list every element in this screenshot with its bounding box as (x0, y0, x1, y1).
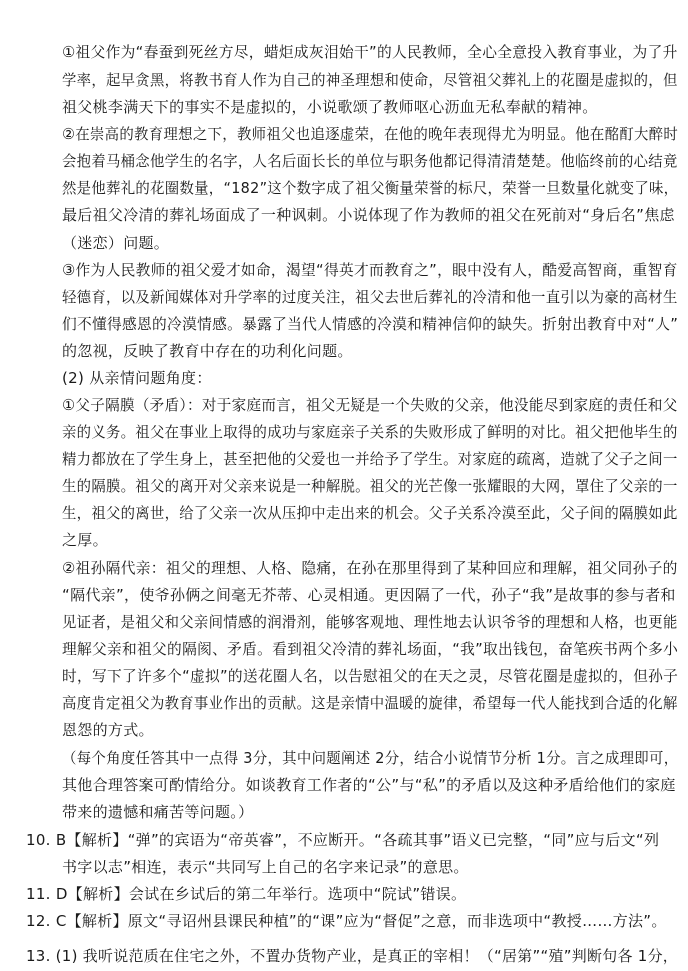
text-line: 带来的遗憾和痛苦等问题。） (62, 803, 254, 821)
text-line: 10. B【解析】“弹”的宾语为“帝英睿”，不应断开。“各疏其事”语义已完整，“同”应与后文“列 (26, 831, 660, 849)
text-line: （每个角度任答其中一点得 3分，其中问题阐述 2分，结合小说情节分析 1分。言之成理即可， (62, 749, 679, 767)
text-line: 轻德育，以及新闻媒体对升学率的过度关注，祖父去世后葬礼的冷清和他一直引以为豪的高材生 (62, 288, 678, 306)
text-line: 会抱着马桶念他学生的名字，人名后面长长的单位与职务他都记得清清楚楚。他临终前的心结竟 (62, 152, 678, 170)
text-line: ③作为人民教师的祖父爱才如命，渴望“得英才而教育之”，眼中没有人，酷爱高智商，重智育 (62, 261, 678, 279)
text-line: 生，祖父的离世，给了父亲一次从压抑中走出来的机会。父子关系冷漠至此，父子间的隔膜如此 (62, 504, 678, 522)
text-line: 见证者，是祖父和父亲间情感的润滑剂，能够客观地、理性地去认识爷爷的理想和人格，也更能 (62, 613, 678, 631)
text-line: ①父子隔膜（矛盾）：对于家庭而言，祖父无疑是一个失败的父亲，他没能尽到家庭的责任和父 (62, 396, 678, 414)
text-line: “隔代亲”，使爷孙俩之间毫无芥蒂、心灵相通。更因隔了一代，孙子“我”是故事的参与者和 (62, 586, 676, 604)
text-line: 然是他葬礼的花圈数量，“182”这个数字成了祖父衡量荣誉的标尺，荣誉一旦数量化就变了味， (62, 179, 679, 197)
text-line: 12. C【解析】原文“寻诏州县课民种植”的“课”应为“督促”之意，而非选项中“教授……方法”。 (26, 912, 667, 930)
text-line: 之厚。 (62, 531, 108, 549)
text-line: 理解父亲和祖父的隔阂、矛盾。看到祖父冷清的葬礼场面，“我”取出钱包，奋笔疾书两个多小 (62, 640, 679, 658)
section-heading: (2) 从亲情问题角度： (62, 369, 212, 387)
text-line: ②在崇高的教育理想之下，教师祖父也追逐虚荣，在他的晚年表现得尤为明显。他在酩酊大醉时 (62, 125, 679, 143)
text-line: 学率，起早贪黑，将教书育人作为自己的神圣理想和使命，尽管祖父葬礼上的花圈是虚拟的，但 (62, 71, 678, 89)
text-line: 11. D【解析】会试在乡试后的第二年举行。选项中“院试”错误。 (26, 885, 467, 903)
text-line: 祖父桃李满天下的事实不是虚拟的，小说歌颂了教师呕心沥血无私奉献的精神。 (62, 98, 598, 116)
text-line: 最后祖父冷清的葬礼场面成了一种讽刺。小说体现了作为教师的祖父在死前对“身后名”焦虑 (62, 206, 675, 224)
text-line: 其他合理答案可酌情给分。如谈教育工作者的“公”与“私”的矛盾以及这种矛盾给他们的家庭 (62, 776, 676, 794)
text-line: 书字以志”相连，表示“共同写上自己的名字来记录”的意思。 (62, 858, 469, 876)
text-line: （迷恋）问题。 (62, 234, 170, 252)
text-line: ②祖孙隔代亲：祖父的理想、人格、隐痛，在孙在那里得到了某种回应和理解，祖父同孙子的 (62, 559, 678, 577)
text-line: 的忽视，反映了教育中存在的功利化问题。 (62, 342, 353, 360)
text-line: 生的隔膜。祖父的离开对父亲来说是一种解脱。祖父的光芒像一张耀眼的大网，罩住了父亲的一 (62, 477, 678, 495)
text-line: ①祖父作为“春蚕到死丝方尽，蜡炬成灰泪始干”的人民教师，全心全意投入教育事业，为了升 (62, 43, 678, 61)
text-line: 13. (1) 我听说范质在住宅之外，不置办货物产业，是真正的宰相！（“居第”“殖”判断句各 1分， (26, 947, 679, 965)
text-line: 高度肯定祖父为教育事业作出的贡献。这是亲情中温暖的旋律，希望每一代人能找到合适的化解 (62, 694, 678, 712)
text-line: 亲的义务。祖父在事业上取得的成功与家庭亲子关系的失败形成了鲜明的对比。祖父把他毕生的 (62, 423, 678, 441)
text-line: 们不懂得感恩的冷漠情感。暴露了当代人情感的冷漠和精神信仰的缺失。折射出教育中对“人” (62, 315, 679, 333)
text-line: 精力都放在了学生身上，甚至把他的父爱也一并给予了学生。对家庭的疏离，造就了父子之间一 (62, 450, 678, 468)
text-line: 时，写下了许多个“虚拟”的送花圈人名，以告慰祖父的在天之灵，尽管花圈是虚拟的，但孙子 (62, 667, 679, 685)
text-line: 恩怨的方式。 (62, 721, 154, 739)
